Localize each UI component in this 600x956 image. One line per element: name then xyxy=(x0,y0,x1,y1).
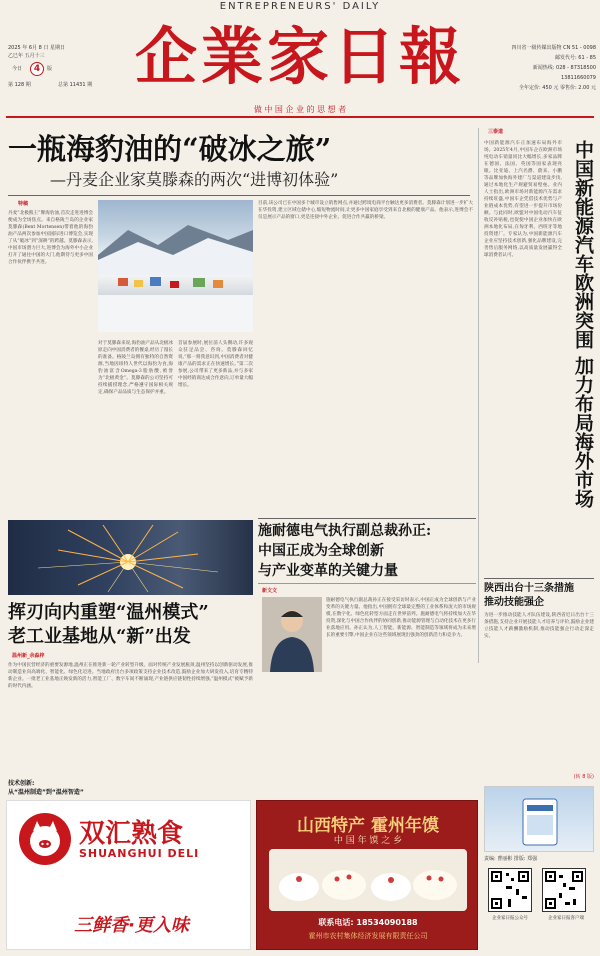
ad-hotline: 13811660079 xyxy=(561,75,596,81)
middle-headline-1: 施耐德电气执行副总裁孙正: xyxy=(258,523,432,539)
footer-ad-thumb xyxy=(484,786,594,852)
right-tag: 三泰道 xyxy=(488,129,504,135)
lunar-line: 乙巳年 五月十三 xyxy=(8,53,45,59)
lower-body: 作为中国民营经济的重要发源地,温州正在推进新一轮产业转型升级。面对传统产业发展瓶颈,温州坚持以创新驱动发展,推动制造业向高端化、智能化、绿色化迈进。当地政府出台多项政策支持企业技术改造,鼓励企业加大研发投入,培育专精特新企业。一批老工业基地正焕发新的活力,智能工厂、数字车间不断涌现,产业链供应链韧性持续增强,“温州模式”被赋予新的时代内涵。 xyxy=(8,663,253,689)
qr-code-2 xyxy=(542,868,586,912)
small-right-body: 为进一步推动技能人才队伍建设,陕西省近日出台十三条措施,支持企业开展技能人才培养与评价,鼓励企业建立技能人才薪酬激励机制,推动技能强企行动走深走实。 xyxy=(484,613,594,639)
price-line: 全年定价: 450 元 零售价: 2.00 元 xyxy=(519,85,596,91)
welding-photo xyxy=(8,520,253,595)
shanxi-ad xyxy=(256,800,478,950)
shuanghui-slogan: 三鲜香·更入味 xyxy=(74,915,189,936)
middle-headline-3: 与产业变革的关键力量 xyxy=(258,563,398,579)
total-no: 总第 11431 期 xyxy=(58,82,93,88)
page-count-badge xyxy=(30,62,44,76)
lower-side-sub: 从“温州制造”到“温州智造” xyxy=(8,789,84,796)
lead-col1: 丹麦“北极熊王”牌海豹油,首次走进进博会便成为全场焦点。来自格陵兰岛的企业家莫滕森(Bent Mortensen)带着他的海豹油产品两次参加中国国际进口博览会,实现了从“破冰”到“深耕”的跨越。莫滕森表示,中国市场潜力巨大,进博会为海外中小企业打开了通往中国的大门,他期待与更多中国合作伙伴携手共进。 xyxy=(8,211,93,265)
shuanghui-logo xyxy=(19,813,71,865)
col-divider-right xyxy=(478,128,479,663)
middle-rule-2 xyxy=(258,583,476,584)
lead-col4: 目前,该公司已在中国多个城市设立销售网点,并通过跨境电商平台触达更多消费者。莫滕森计划进一步扩大在华投资,建立区域仓储中心,缩短物流时间,让更多中国家庭享受到来自北极的健康产品。他表示,进博会不仅是展示产品的窗口,更是连接中外企业、促进合作共赢的桥梁。 xyxy=(258,201,473,220)
footer-editor: 责编: 曹丽彬 排版: 郑强 xyxy=(484,856,538,862)
lead-col2: 对于莫滕森来说,海豹油产品从北极冰原走向中国消费者的餐桌,经历了漫长的准备。格陵兰岛拥有独特的自然资源,当地因纽特人世代以海豹为食,海豹油富含Omega-3脂肪酸,被誉为“北极黄金”。莫滕森的公司坚持可持续捕捞理念,严格遵守国际相关规定,确保产品品质与生态保护并重。 xyxy=(98,341,173,395)
lead-subheadline: —丹麦企业家莫滕森的两次“进博初体验” xyxy=(50,170,339,189)
post-code: 邮发代号: 61 - 85 xyxy=(555,55,596,61)
middle-rule xyxy=(258,518,476,519)
page-count: 4 xyxy=(33,64,41,74)
shuanghui-cn: 双汇熟食 xyxy=(79,819,184,849)
shuanghui-en: SHUANGHUI DELI xyxy=(79,847,200,860)
lead-headline: 一瓶海豹油的“破冰之旅” xyxy=(8,132,332,166)
publisher-line: 四川省一级传媒出版物 CN 51 - 0098 xyxy=(511,45,596,51)
right-headline: 中国新能源汽车欧洲突围 加力布局海外市场 xyxy=(572,140,594,508)
lead-tag: 特稿 xyxy=(18,201,29,207)
small-right-next: (转 8 版) xyxy=(573,774,594,780)
masthead-title: 企業家日報 xyxy=(134,20,465,93)
today-prefix: 今日 xyxy=(12,66,23,72)
right-body: 中国新能源汽车正加速布局海外市场。2025年4月,中国车企在欧洲市场纯电动车销量同比大幅增长,多家品牌在德国、法国、英国等国家表现亮眼。比亚迪、上汽名爵、蔚来、小鹏等品牌加快海外建厂与渠道建设步伐,通过本地化生产规避贸易壁垒。业内人士指出,欧洲市场对新能源汽车需求持续旺盛,中国车企凭借技术优势与产业链成本优势,有望进一步提升市场份额。与此同时,欧盟对中国电动汽车征收反补贴税,也促使中国企业加快在欧洲本地化布局,在匈牙利、西班牙等地投资建厂。专家认为,中国新能源汽车企业应坚持技术创新,强化品牌建设,完善售后服务网络,以高质量发展赢得全球消费者认可。 xyxy=(484,141,562,258)
masthead-rule xyxy=(6,116,594,118)
shanxi-sub: 中 国 年 馍 之 乡 xyxy=(333,836,403,846)
lead-rule xyxy=(8,195,470,196)
lower-tag: 温州新_余淼梓 xyxy=(12,653,45,659)
date-line: 2025 年 6月 8 日 星期日 xyxy=(8,45,66,51)
middle-body: 施耐德电气执行副总裁孙正在接受采访时表示,中国正成为全球创新与产业变革的关键力量。他指出,中国拥有全球最完整的工业体系和庞大的市场规模,在数字化、绿色化转型方面走在世界前列。施耐德电气将持续加大在华投资,深化与中国合作伙伴的协同创新,推动能源管理与自动化技术在更多行业落地应用。孙正认为,人工智能、新能源、智能制造等领域将成为未来增长的重要引擎,中国企业在这些领域展现出强劲的创新活力和竞争力。 xyxy=(326,598,476,638)
middle-portrait xyxy=(262,597,322,672)
masthead-en: ENTREPRENEURS' DAILY xyxy=(219,1,381,12)
shanxi-company: 霍州市农村集体经济发展有限责任公司 xyxy=(308,932,428,940)
mantou-image xyxy=(269,849,467,911)
page-suffix: 版 xyxy=(47,66,53,72)
shuanghui-ad xyxy=(6,800,251,950)
middle-tag: 新文文 xyxy=(262,588,278,594)
small-right-rule xyxy=(484,578,594,579)
masthead-slogan: 做 中 国 企 业 的 思 想 者 xyxy=(253,105,347,114)
lead-col3: 首届参展时,展位前人头攒动,许多观众驻足品尝、咨询。莫滕森回忆说,“那一刻我意识到,中国消费者对健康产品的需求正在快速增长。”第二次参展,公司带来了更多新品,并与多家中国经销商达成合作意向,订单量大幅增长。 xyxy=(178,341,253,388)
lower-side-title: 技术创新: xyxy=(8,780,35,787)
shanxi-phone: 联系电话: 18534090188 xyxy=(318,918,418,927)
middle-headline-2: 中国正成为全球创新 xyxy=(258,543,384,559)
qr-code-1 xyxy=(488,868,532,912)
qr-label-2: 企业家日报客户端 xyxy=(548,916,584,921)
qr-label-1: 企业家日报公众号 xyxy=(492,916,528,921)
lower-headline-2: 老工业基地从“新”出发 xyxy=(8,626,191,647)
lower-headline-1: 挥刃向内重塑“温州模式” xyxy=(8,602,209,623)
issue-no: 第 128 期 xyxy=(8,82,31,88)
shanxi-title: 山西特产 霍州年馍 xyxy=(297,816,439,836)
lead-photo xyxy=(98,200,253,332)
news-hotline: 新闻热线: 028 - 87318500 xyxy=(532,65,596,71)
small-right-headline-2: 推动技能强企 xyxy=(484,597,544,608)
small-right-headline-1: 陕西出台十三条措施 xyxy=(484,583,574,594)
